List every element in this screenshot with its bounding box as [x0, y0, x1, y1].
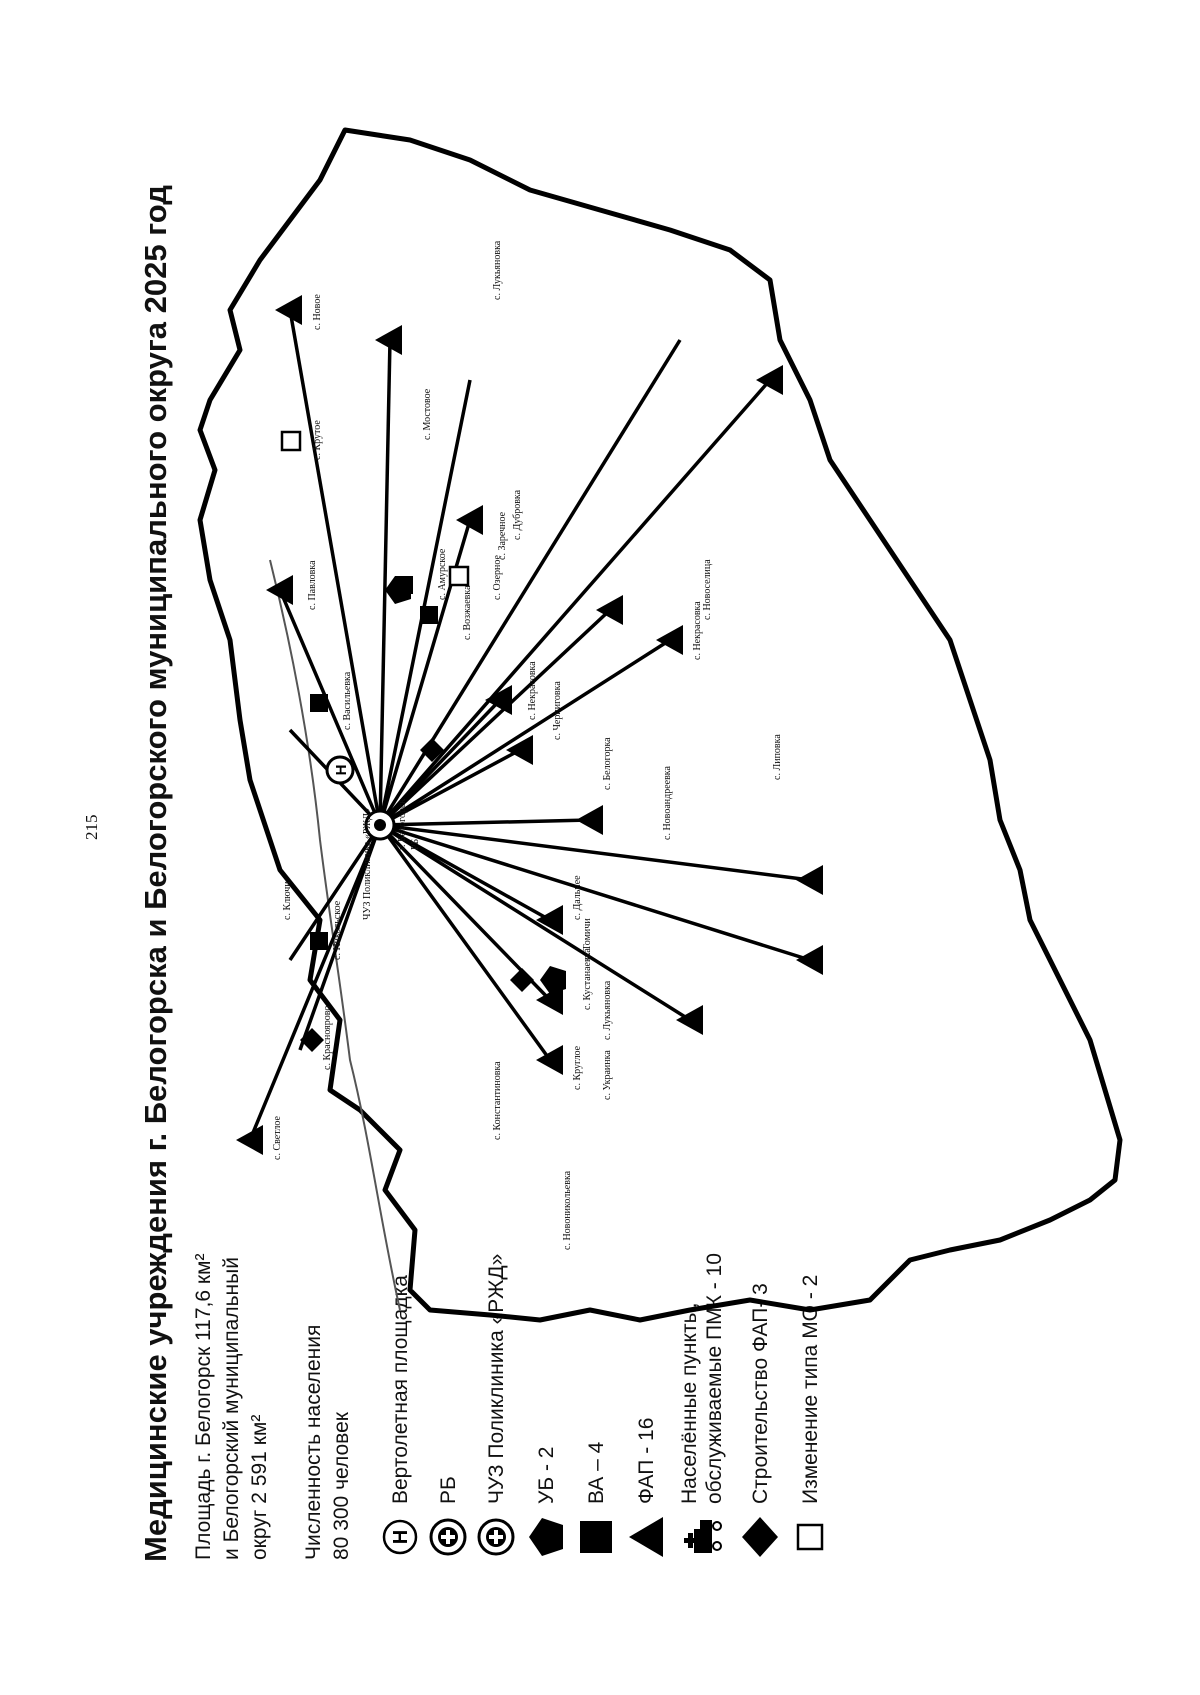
place-label: с. Новоандреевка [662, 766, 673, 840]
place-label: с. Крутое [312, 420, 323, 460]
legend-label: Вертолетная площадка [388, 1275, 412, 1504]
place-label: с. Черниговка [552, 681, 563, 740]
triangle-icon [626, 1514, 666, 1560]
place-label: с. Мостовое [422, 388, 433, 440]
legend-label: ЧУЗ Поликлиника «РЖД» [484, 1253, 508, 1504]
fap-marker [656, 625, 683, 655]
helipad-icon [380, 1514, 420, 1560]
fap-marker [576, 805, 603, 835]
population-info [300, 1325, 356, 1560]
square-icon [576, 1514, 616, 1560]
population-value: 80 300 человек [330, 1412, 353, 1560]
type-change-marker [450, 567, 468, 585]
slide [130, 120, 1130, 1570]
legend-label: Изменение типа МО - 2 [798, 1274, 822, 1504]
legend-label: РБ [436, 1476, 460, 1504]
fap-marker [796, 865, 823, 895]
place-label: с. Некрасовка [692, 601, 703, 660]
place-label: с. Томичи [582, 918, 593, 960]
place-label: с. Некрасовка [527, 661, 538, 720]
legend-row-rb [428, 1476, 468, 1560]
area-line-2: и Белогорский муниципальный [220, 1257, 243, 1560]
cross-circle-icon [476, 1514, 516, 1560]
place-label: с. Липовка [772, 734, 783, 780]
place-label: с. Павловка [307, 560, 318, 610]
place-label: с. Амурское [437, 548, 448, 600]
polyclinic-label: ЧУЗ Поликлиника «РЖД» [362, 808, 373, 920]
mobile-unit-icon [676, 1514, 728, 1560]
place-label: с. Украинка [602, 1050, 613, 1100]
fap-marker [236, 1125, 263, 1155]
place-label: с. Дальнее [572, 875, 583, 920]
population-label: Численность населения [302, 1324, 325, 1560]
place-label: с. Новоселица [702, 559, 713, 620]
legend-label: ВА – 4 [584, 1441, 608, 1504]
place-label: с. Ключи [282, 881, 293, 920]
empty-square-icon [790, 1514, 830, 1560]
place-label: с. Новоникольевка [562, 1170, 573, 1250]
svg-text:H: H [390, 1529, 412, 1545]
legend-row-fap [626, 1418, 666, 1560]
place-label: с. Лукьяновка [492, 240, 503, 300]
place-label: с. Никольское [332, 900, 343, 960]
va-marker [310, 694, 328, 712]
place-label: с. Возжаевка [462, 585, 473, 640]
va-marker [420, 606, 438, 624]
svg-text:H: H [333, 764, 350, 776]
center-label: г. Белогорск [397, 798, 408, 850]
place-label: с. Круглое [572, 1045, 583, 1090]
place-label: с. Белогорка [602, 737, 613, 790]
fap-marker [275, 295, 302, 325]
place-label: с. Красноярово [322, 1005, 333, 1070]
diamond-marker [300, 1028, 324, 1052]
legend-label: УБ - 2 [534, 1446, 558, 1504]
slide-title: Медицинские учреждения г. Белогорска и Белогорского муниципального округа 2025 год [138, 185, 173, 1562]
place-label: с. Озерное [492, 555, 503, 600]
cross-circle-icon [428, 1514, 468, 1560]
district-map [170, 120, 1130, 1340]
fap-marker [796, 945, 823, 975]
va-marker [310, 932, 328, 950]
diamond-icon [740, 1514, 780, 1560]
fap-marker [506, 735, 533, 765]
legend-row-va [576, 1442, 616, 1560]
type-change-marker [282, 432, 300, 450]
place-label: с. Лукьяновка [602, 980, 613, 1040]
diamond-marker [510, 968, 534, 992]
legend-label: ФАП - 16 [634, 1417, 658, 1504]
legend-label: Строительство ФАП- 3 [748, 1283, 772, 1504]
place-label: с. Новое [312, 294, 323, 330]
area-line-1: Площадь г. Белогорск 117,6 км² [192, 1253, 215, 1560]
place-label: с. Кустанаевка [582, 948, 593, 1010]
area-line-3: округ 2 591 км² [248, 1414, 271, 1560]
fap-marker [676, 1005, 703, 1035]
fap-marker [536, 1045, 563, 1075]
place-label: с. Заречное [497, 511, 508, 560]
helipad-marker [327, 757, 353, 783]
place-label: с. Светлое [272, 1116, 283, 1160]
place-label: с. Васильевка [342, 671, 353, 730]
place-label: с. Константиновка [492, 1061, 503, 1140]
pentagon-icon [526, 1514, 566, 1560]
page-number: 215 [82, 814, 101, 840]
legend-row-ub [526, 1447, 566, 1560]
fap-marker [456, 505, 483, 535]
center-sub-label: РБ [410, 838, 421, 850]
va-marker [395, 576, 413, 594]
place-label: с. Дубровка [512, 489, 523, 540]
legend-label: Населённые пункты, обслуживаемые ПМК - 10 [678, 1253, 726, 1504]
